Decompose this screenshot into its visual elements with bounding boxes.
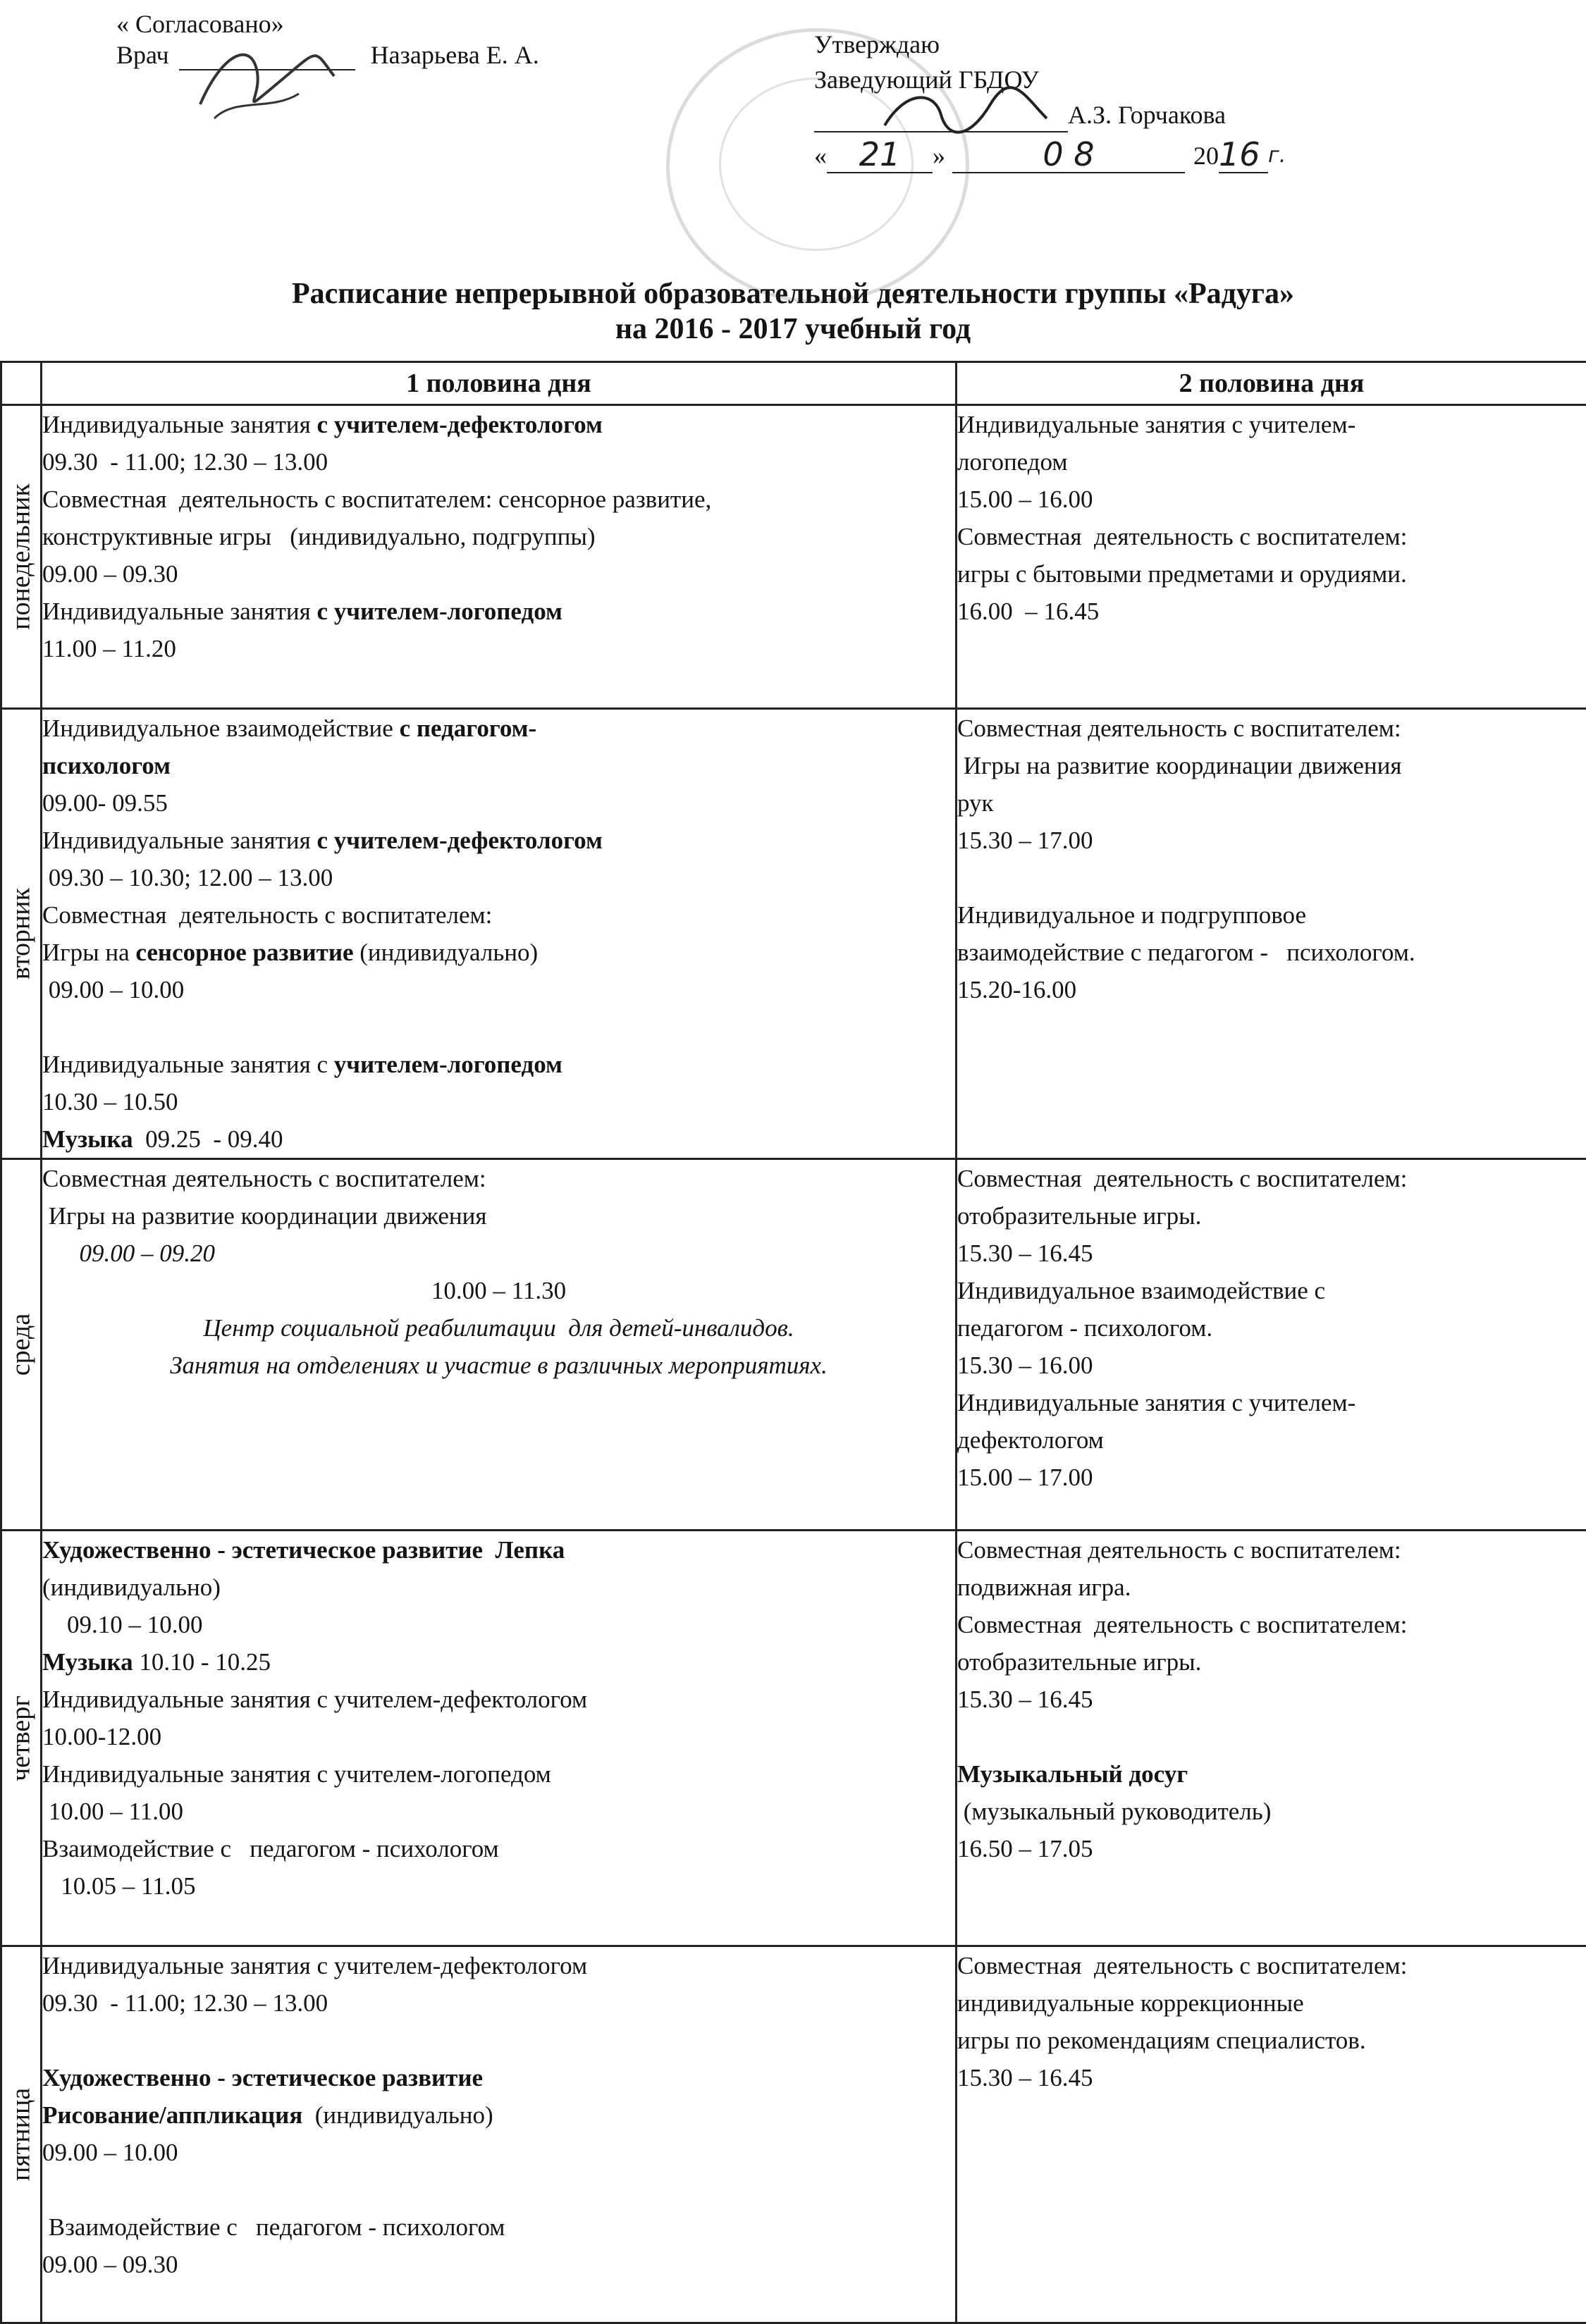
schedule-line: [42, 555, 955, 593]
schedule-line: [42, 2246, 955, 2283]
schedule-line: [957, 822, 1586, 859]
line-text: Совместная деятельность с воспитателем: сенсорное развитие,: [42, 486, 711, 513]
line-text: 09.00 – 09.30: [42, 560, 178, 588]
schedule-line: [957, 406, 1586, 443]
line-text: Игры на развитие координации движения: [42, 1202, 486, 1230]
line-text: Совместная деятельность с воспитателем:: [957, 1952, 1407, 1979]
line-text: 09.00- 09.55: [42, 789, 168, 817]
line-text: 15.20-16.00: [957, 976, 1076, 1003]
second-half-cell: [957, 1531, 1586, 1946]
head-signature: [814, 104, 1068, 132]
line-text: с учителем-логопедом: [317, 598, 563, 625]
schedule-line: [42, 1984, 955, 2022]
schedule-line: [42, 971, 955, 1008]
line-text: 15.30 – 16.45: [957, 1240, 1093, 1267]
table-row: [1, 1159, 1586, 1531]
line-text: индивидуальные коррекционные: [957, 1989, 1304, 2017]
document-title: [0, 276, 1586, 347]
line-text: (индивидуально): [354, 939, 539, 966]
schedule-line: [42, 934, 955, 971]
schedule-line: [42, 1867, 955, 1905]
line-text: с учителем-дефектологом: [317, 411, 603, 438]
line-text: Индивидуальные занятия: [42, 411, 317, 438]
year-prefix: 20: [1193, 138, 1219, 173]
schedule-line: [957, 1984, 1586, 2022]
line-text: 09.30 - 11.00; 12.30 – 13.00: [42, 1989, 328, 2017]
line-text: взаимодействие с педагогом - психологом.: [957, 939, 1415, 966]
schedule-line: [957, 2022, 1586, 2059]
line-text: Индивидуальные занятия с учителем-: [957, 1389, 1356, 1416]
schedule-line: [957, 2059, 1586, 2096]
line-text: 10.30 – 10.50: [42, 1088, 178, 1115]
day-label: пятница: [3, 2088, 40, 2181]
schedule-line: [42, 747, 955, 784]
schedule-line: [42, 593, 955, 630]
schedule-line: [957, 1606, 1586, 1643]
schedule-line: [42, 2208, 955, 2246]
schedule-line: [957, 710, 1586, 747]
schedule-line: [957, 593, 1586, 630]
line-text: Индивидуальные занятия: [42, 598, 317, 625]
line-text: Взаимодействие с педагогом - психологом: [42, 2213, 505, 2241]
header-second-half: 2 половина дня: [957, 362, 1586, 405]
schedule-line: [42, 1531, 955, 1569]
table-row: [1, 709, 1586, 1159]
first-half-cell: [42, 1159, 957, 1531]
line-text: Художественно - эстетическое развитие Лепка: [42, 1536, 565, 1564]
schedule-line: [42, 481, 955, 518]
day-label: понедельник: [3, 483, 40, 630]
schedule-line: [957, 1755, 1586, 1793]
schedule-line: [957, 1384, 1586, 1421]
schedule-line: [957, 971, 1586, 1008]
line-text: (музыкальный руководитель): [957, 1798, 1271, 1825]
schedule-line: [42, 1347, 955, 1384]
line-text: Индивидуальные занятия с учителем-: [957, 411, 1356, 438]
line-text: рук: [957, 789, 994, 817]
line-text: Индивидуальные занятия с учителем-логопедом: [42, 1760, 551, 1788]
line-text: 09.00 – 09.30: [42, 2251, 178, 2278]
line-text: 09.10 – 10.00: [42, 1611, 203, 1638]
first-half-cell: [42, 405, 957, 709]
line-text: Центр социальной реабилитации для детей-инвалидов.: [203, 1314, 794, 1342]
table-row: [1, 1946, 1586, 2323]
schedule-line: [42, 1606, 955, 1643]
day-cell: [1, 405, 42, 709]
line-text: 10.00 – 11.00: [42, 1798, 183, 1825]
schedule-line: [957, 481, 1586, 518]
schedule-line: [957, 896, 1586, 934]
line-text: 10.10 - 10.25: [133, 1648, 271, 1676]
line-text: дефектологом: [957, 1426, 1104, 1454]
schedule-line: [957, 1531, 1586, 1569]
line-text: сенсорное развитие: [135, 939, 353, 966]
schedule-line: [957, 1459, 1586, 1496]
schedule-line: [957, 518, 1586, 555]
approval-block-doctor: [116, 8, 539, 70]
schedule-line: [42, 1235, 955, 1272]
schedule-line: [957, 934, 1586, 971]
day-cell: [1, 1946, 42, 2323]
schedule-line: [42, 1830, 955, 1867]
schedule-line: [42, 1718, 955, 1755]
schedule-line: [42, 1569, 955, 1606]
line-text: 10.05 – 11.05: [42, 1872, 195, 1900]
schedule-line: [957, 1643, 1586, 1681]
line-text: 16.50 – 17.05: [957, 1835, 1093, 1862]
schedule-line: [957, 555, 1586, 593]
head-name: А.З. Горчакова: [1068, 97, 1226, 132]
line-text: игры с бытовыми предметами и орудиями.: [957, 560, 1407, 588]
schedule-line: [42, 1160, 955, 1197]
schedule-line: [42, 859, 955, 896]
line-text: 09.30 - 11.00; 12.30 – 13.00: [42, 448, 328, 476]
schedule-line: [957, 1947, 1586, 1984]
date-open-quote: «: [814, 138, 827, 173]
line-text: Музыка: [42, 1648, 133, 1676]
line-text: Совместная деятельность с воспитателем:: [957, 1611, 1407, 1638]
line-text: Совместная деятельность с воспитателем:: [957, 1536, 1401, 1564]
day-cell: [1, 1531, 42, 1946]
title-line-2: на 2016 - 2017 учебный год: [0, 311, 1586, 347]
schedule-table: [0, 361, 1586, 2324]
schedule-line: [42, 2022, 955, 2059]
date-month: 0 8: [952, 137, 1185, 173]
doctor-signature: [179, 48, 355, 70]
line-text: Совместная деятельность с воспитателем:: [957, 1165, 1407, 1192]
line-text: Игры на развитие координации движения: [957, 752, 1401, 779]
first-half-cell: [42, 1946, 957, 2323]
line-text: 15.00 – 17.00: [957, 1464, 1093, 1491]
line-text: игры по рекомендациям специалистов.: [957, 2027, 1366, 2054]
doctor-label: Врач: [116, 39, 169, 70]
second-half-cell: [957, 709, 1586, 1159]
line-text: Индивидуальные занятия с учителем-дефектологом: [42, 1686, 587, 1713]
line-text: 15.30 – 16.45: [957, 1686, 1093, 1713]
schedule-line: [957, 747, 1586, 784]
first-half-cell: [42, 1531, 957, 1946]
schedule-line: [42, 1008, 955, 1046]
line-text: Художественно - эстетическое развитие: [42, 2064, 483, 2091]
approval-block-head: [814, 27, 1286, 173]
line-text: учителем-логопедом: [334, 1051, 563, 1078]
line-text: Индивидуальное взаимодействие с: [957, 1277, 1325, 1304]
line-text: подвижная игра.: [957, 1574, 1131, 1601]
title-line-1: Расписание непрерывной образовательной деятельности группы «Радуга»: [0, 276, 1586, 311]
schedule-line: [957, 784, 1586, 822]
line-text: с педагогом-: [400, 715, 537, 742]
line-text: 15.30 – 17.00: [957, 827, 1093, 854]
schedule-line: [42, 2096, 955, 2134]
line-text: Индивидуальное и подгрупповое: [957, 901, 1306, 929]
line-text: 16.00 – 16.45: [957, 598, 1099, 625]
schedule-line: [42, 896, 955, 934]
line-text: 10.00 – 11.30: [431, 1277, 566, 1304]
approved-label: « Согласовано»: [116, 8, 539, 39]
day-cell: [1, 1159, 42, 1531]
line-text: 11.00 – 11.20: [42, 635, 176, 662]
line-text: Музыка: [42, 1125, 133, 1153]
schedule-line: [957, 443, 1586, 481]
schedule-line: [957, 1197, 1586, 1235]
schedule-line: [42, 1046, 955, 1083]
schedule-line: [957, 1160, 1586, 1197]
schedule-line: [42, 784, 955, 822]
schedule-line: [42, 2171, 955, 2208]
line-text: Занятия на отделениях и участие в различных мероприятиях.: [170, 1352, 828, 1379]
schedule-line: [957, 1347, 1586, 1384]
head-position: Заведующий ГБДОУ: [814, 62, 1286, 97]
first-half-cell: [42, 709, 957, 1159]
line-text: (индивидуально): [302, 2101, 493, 2129]
line-text: отобразительные игры.: [957, 1648, 1201, 1676]
line-text: Взаимодействие с педагогом - психологом: [42, 1835, 499, 1862]
line-text: Рисование/аппликация: [42, 2101, 302, 2129]
schedule-line: [42, 1197, 955, 1235]
date-close-quote: »: [933, 138, 945, 173]
line-text: педагогом - психологом.: [957, 1314, 1212, 1342]
schedule-line: [42, 1643, 955, 1681]
line-text: Индивидуальные занятия: [42, 827, 317, 854]
schedule-line: [42, 1083, 955, 1120]
line-text: 15.00 – 16.00: [957, 486, 1093, 513]
line-text: 10.00-12.00: [42, 1723, 161, 1750]
schedule-line: [42, 822, 955, 859]
schedule-line: [42, 630, 955, 667]
schedule-line: [957, 1793, 1586, 1830]
line-text: конструктивные игры (индивидуально, подгруппы): [42, 523, 596, 550]
schedule-line: [42, 406, 955, 443]
header-first-half: 1 половина дня: [42, 362, 957, 405]
day-label: среда: [3, 1314, 40, 1376]
schedule-line: [957, 1421, 1586, 1459]
schedule-line: [957, 1681, 1586, 1718]
day-label: четверг: [3, 1695, 40, 1781]
year-tail: г.: [1268, 138, 1286, 173]
second-half-cell: [957, 1159, 1586, 1531]
schedule-line: [42, 2134, 955, 2171]
schedule-line: [42, 1755, 955, 1793]
line-text: отобразительные игры.: [957, 1202, 1201, 1230]
schedule-line: [42, 1947, 955, 1984]
approve-label: Утверждаю: [814, 27, 1286, 62]
line-text: Совместная деятельность с воспитателем:: [42, 901, 492, 929]
line-text: 09.00 – 10.00: [42, 976, 184, 1003]
schedule-line: [42, 710, 955, 747]
line-text: Индивидуальные занятия с: [42, 1051, 334, 1078]
line-text: (индивидуально): [42, 1574, 221, 1601]
line-text: Индивидуальные занятия с учителем-дефектологом: [42, 1952, 587, 1979]
schedule-line: [42, 1309, 955, 1347]
line-text: 15.30 – 16.00: [957, 1352, 1093, 1379]
line-text: 09.00 – 10.00: [42, 2139, 178, 2166]
table-row: [1, 405, 1586, 709]
schedule-line: [42, 1272, 955, 1309]
second-half-cell: [957, 405, 1586, 709]
schedule-line: [42, 1793, 955, 1830]
year-suffix: 16: [1219, 137, 1268, 173]
schedule-line: [957, 1309, 1586, 1347]
line-text: Совместная деятельность с воспитателем:: [42, 1165, 486, 1192]
line-text: 09.00 – 09.20: [42, 1240, 215, 1267]
line-text: 15.30 – 16.45: [957, 2064, 1093, 2091]
schedule-line: [957, 1718, 1586, 1755]
schedule-line: [42, 1120, 955, 1158]
doctor-name: Назарьева Е. А.: [371, 39, 539, 70]
schedule-line: [42, 2059, 955, 2096]
line-text: логопедом: [957, 448, 1068, 476]
line-text: Совместная деятельность с воспитателем:: [957, 523, 1407, 550]
second-half-cell: [957, 1946, 1586, 2323]
day-cell: [1, 709, 42, 1159]
day-label: вторник: [3, 888, 40, 979]
line-text: Музыкальный досуг: [957, 1760, 1188, 1788]
schedule-line: [42, 1681, 955, 1718]
schedule-line: [42, 518, 955, 555]
table-row: [1, 1531, 1586, 1946]
line-text: 09.25 - 09.40: [133, 1125, 283, 1153]
date-day: 21: [827, 137, 933, 173]
line-text: Индивидуальное взаимодействие: [42, 715, 400, 742]
line-text: с учителем-дефектологом: [317, 827, 603, 854]
line-text: Игры на: [42, 939, 135, 966]
schedule-line: [957, 1830, 1586, 1867]
line-text: Совместная деятельность с воспитателем:: [957, 715, 1401, 742]
schedule-line: [957, 1235, 1586, 1272]
header-day: [1, 362, 42, 405]
schedule-line: [42, 443, 955, 481]
schedule-line: [957, 859, 1586, 896]
schedule-line: [957, 1272, 1586, 1309]
line-text: 09.30 – 10.30; 12.00 – 13.00: [42, 864, 333, 891]
line-text: психологом: [42, 752, 171, 779]
schedule-line: [957, 1569, 1586, 1606]
table-header-row: [1, 362, 1586, 405]
